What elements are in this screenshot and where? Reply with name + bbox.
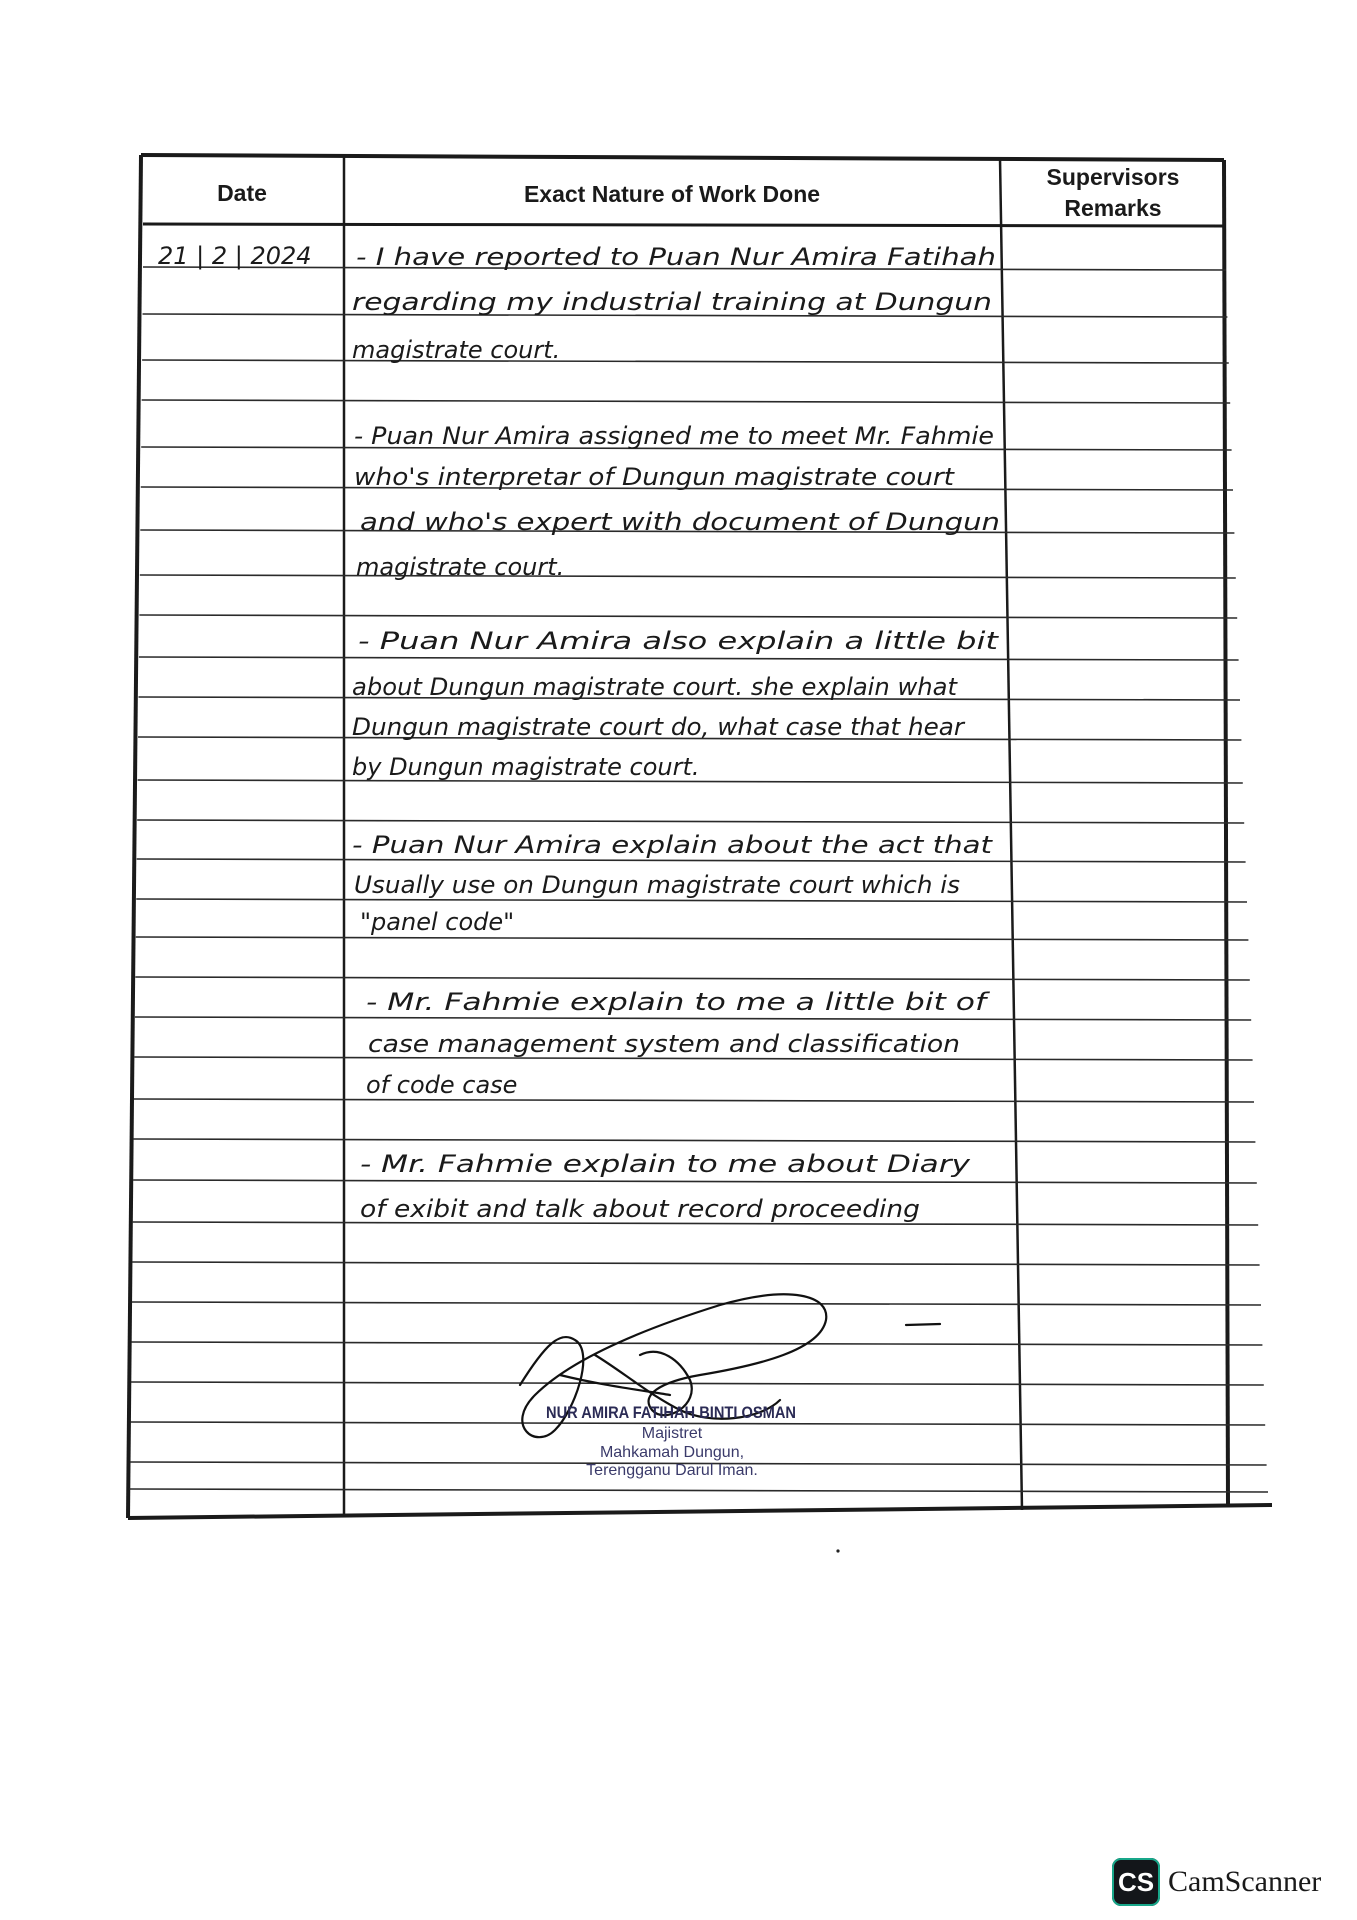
entry-1-line-3: magistrate court. <box>352 336 561 364</box>
entry-2-line-1: - Puan Nur Amira assigned me to meet Mr. Fahmie <box>354 422 994 450</box>
entry-6-line-1: - Mr. Fahmie explain to me about Diary <box>360 1150 972 1178</box>
entry-5-line-1: - Mr. Fahmie explain to me a little bit of <box>366 988 991 1016</box>
camscanner-watermark <box>1112 1858 1321 1906</box>
entry-4-line-1: - Puan Nur Amira explain about the act that <box>352 831 994 859</box>
work-entries <box>352 243 1000 1223</box>
camscanner-text: CamScanner <box>1168 1865 1322 1898</box>
ruled-line <box>131 1342 1262 1345</box>
entry-3-line-3: Dungun magistrate court do, what case that hear <box>352 713 967 741</box>
entry-2-line-2: who's interpretar of Dungun magistrate court <box>354 463 956 491</box>
entry-4-line-3: "panel code" <box>360 908 515 936</box>
ruled-line <box>134 1139 1256 1142</box>
ruled-line <box>137 820 1244 823</box>
entry-6-line-2: of exibit and talk about record proceeding <box>360 1195 920 1223</box>
ruled-line <box>132 1302 1261 1305</box>
stamp-court: Mahkamah Dungun, <box>599 1444 745 1461</box>
camscanner-logo-icon: CS <box>1112 1858 1160 1906</box>
stamp-state: Terengganu Darul Iman. <box>586 1462 758 1479</box>
official-stamp <box>546 1403 796 1479</box>
entry-2-line-3: and who's expert with document of Dungun <box>360 508 1000 536</box>
entry-1-line-2: regarding my industrial training at Dungun <box>352 288 992 316</box>
ruled-line <box>139 615 1237 618</box>
entry-4-line-2: Usually use on Dungun magistrate court which is <box>354 871 960 899</box>
entry-5-line-2: case management system and classification <box>368 1030 960 1058</box>
header-remarks-line1: Supervisors <box>1046 164 1180 190</box>
entry-2-line-4: magistrate court. <box>356 553 565 581</box>
date-entry: 21 | 2 | 2024 <box>158 242 312 270</box>
header-date: Date <box>217 180 267 206</box>
ruled-line <box>134 1099 1254 1102</box>
stray-mark <box>836 1549 839 1552</box>
ruled-line <box>136 899 1247 902</box>
ruled-line <box>137 859 1246 862</box>
stamp-title: Majistret <box>641 1425 703 1442</box>
stamp-name: NUR AMIRA FATIHAH BINTI OSMAN <box>546 1403 796 1422</box>
ruled-line <box>132 1262 1259 1265</box>
header-work: Exact Nature of Work Done <box>523 181 821 207</box>
entry-1-line-1: - I have reported to Puan Nur Amira Fatihah <box>356 243 996 271</box>
ruled-line <box>142 400 1231 403</box>
entry-3-line-4: by Dungun magistrate court. <box>352 753 700 781</box>
ruled-line <box>133 1180 1257 1183</box>
ruled-line <box>130 1489 1269 1492</box>
ruled-line <box>142 360 1229 363</box>
header-remarks-line2: Remarks <box>1064 195 1162 221</box>
ruled-line <box>136 937 1249 940</box>
entry-5-line-3: of code case <box>366 1071 518 1099</box>
ruled-line <box>140 575 1236 578</box>
entry-3-line-1: - Puan Nur Amira also explain a little bit <box>358 627 1001 655</box>
ruled-line <box>139 657 1239 660</box>
ruled-line <box>131 1382 1264 1385</box>
ruled-line <box>135 977 1249 980</box>
entry-3-line-2: about Dungun magistrate court. she explain what <box>352 673 959 701</box>
ruled-line <box>135 1017 1251 1020</box>
